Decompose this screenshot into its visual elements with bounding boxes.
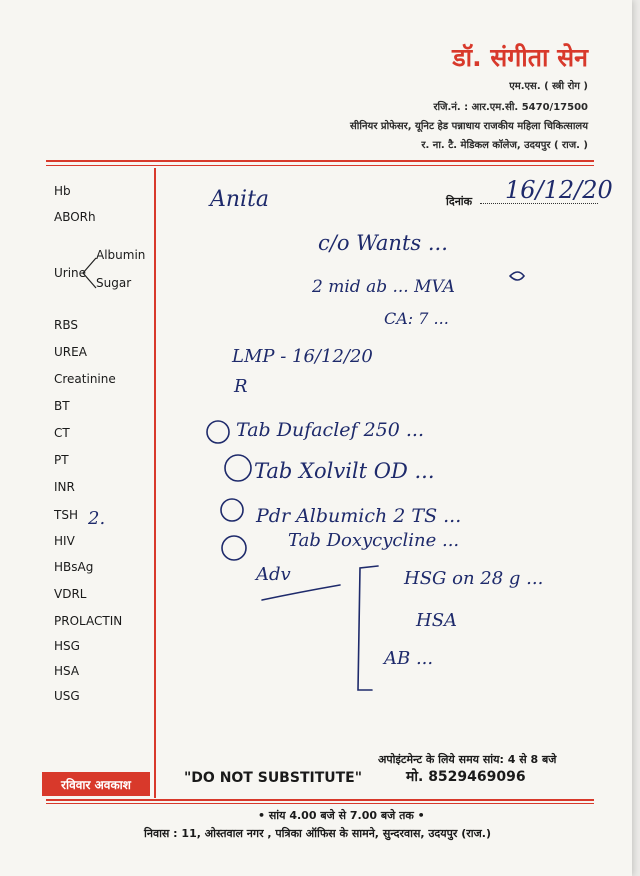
test-bt: BT <box>54 399 70 413</box>
underline-stroke <box>262 585 340 600</box>
rx-item-4: Tab Doxycycline ... <box>288 530 460 551</box>
hx-line-2: 2 mid ab ... MVA <box>312 277 455 297</box>
sunday-off-badge: रविवार अवकाश <box>42 772 150 796</box>
rx-item-3: Pdr Albumich 2 TS ... <box>256 505 462 527</box>
test-hiv: HIV <box>54 534 75 548</box>
numeral-circle-3 <box>221 499 243 521</box>
registration-number: रजि.नं. : आर.एम.सी. 5470/17500 <box>433 102 588 113</box>
test-hsg: HSG <box>54 639 80 653</box>
svg-text:2.: 2. <box>88 508 106 529</box>
numeral-circle-4 <box>222 536 246 560</box>
numeral-circle-1 <box>207 421 229 443</box>
patient-name: Anita <box>210 187 270 212</box>
test-aborh: ABORh <box>54 210 96 224</box>
hx-line-1: c/o Wants ... <box>318 231 448 255</box>
date-label: दिनांक <box>446 195 473 208</box>
test-urea: UREA <box>54 345 87 359</box>
test-albumin: Albumin <box>96 248 146 262</box>
test-ct: CT <box>54 426 70 440</box>
footer-divider-thin <box>46 803 594 804</box>
test-inr: INR <box>54 480 75 494</box>
test-urine: Urine <box>54 266 87 280</box>
qualification: एम.एस. ( स्त्री रोग ) <box>509 81 588 92</box>
college-name: र. ना. टै. मेडिकल कॉलेज, उदयपुर ( राज. ) <box>421 140 588 151</box>
test-creatinine: Creatinine <box>54 372 116 386</box>
test-rbs: RBS <box>54 318 78 332</box>
do-not-substitute: "DO NOT SUBSTITUTE" <box>184 770 363 786</box>
test-hbsag: HBsAg <box>54 560 94 574</box>
numeral-circle-2 <box>225 455 251 481</box>
clinic-timing: • सांय 4.00 बजे से 7.00 बजे तक • <box>258 809 425 822</box>
test-hb: Hb <box>54 184 71 198</box>
designation: सीनियर प्रोफेसर, यूनिट हेड पन्नाधाय राजकीय महिला चिकित्सालय <box>350 121 588 132</box>
appointment-timing: अपोइंटमेन्ट के लिये समय सांय: 4 से 8 बजे <box>378 753 557 766</box>
residence-address: निवास : 11, ओस्तवाल नगर , पत्रिका ऑफिस के सामने, सुन्दरवास, उदयपुर (राज.) <box>144 827 491 840</box>
test-prolactin: PROLACTIN <box>54 614 123 628</box>
advice-line-1: HSG on 28 g ... <box>404 568 544 589</box>
advice-line-2: HSA <box>416 610 458 631</box>
doctor-name: डॉ. संगीता सेन <box>452 43 588 72</box>
test-sugar: Sugar <box>96 276 132 290</box>
advice-label: Adv <box>256 564 291 585</box>
lmp-line: LMP - 16/12/20 <box>232 346 373 367</box>
test-hsa: HSA <box>54 664 80 678</box>
test-pt: PT <box>54 453 69 467</box>
mobile-number: मो. 8529469096 <box>406 769 526 785</box>
advice-line-3: AB ... <box>384 648 434 669</box>
rx-symbol: R <box>234 376 248 397</box>
hx-line-3: CA: 7 ... <box>384 309 449 328</box>
rx-item-2: Tab Xolvilt OD ... <box>254 459 435 483</box>
test-tsh: TSH <box>54 508 78 522</box>
test-usg: USG <box>54 689 80 703</box>
footer-divider <box>46 799 594 801</box>
advice-bracket <box>358 566 378 690</box>
handwritten-date: 16/12/20 <box>505 176 613 204</box>
test-vdrl: VDRL <box>54 587 87 601</box>
rx-item-1: Tab Dufaclef 250 ... <box>236 419 425 441</box>
